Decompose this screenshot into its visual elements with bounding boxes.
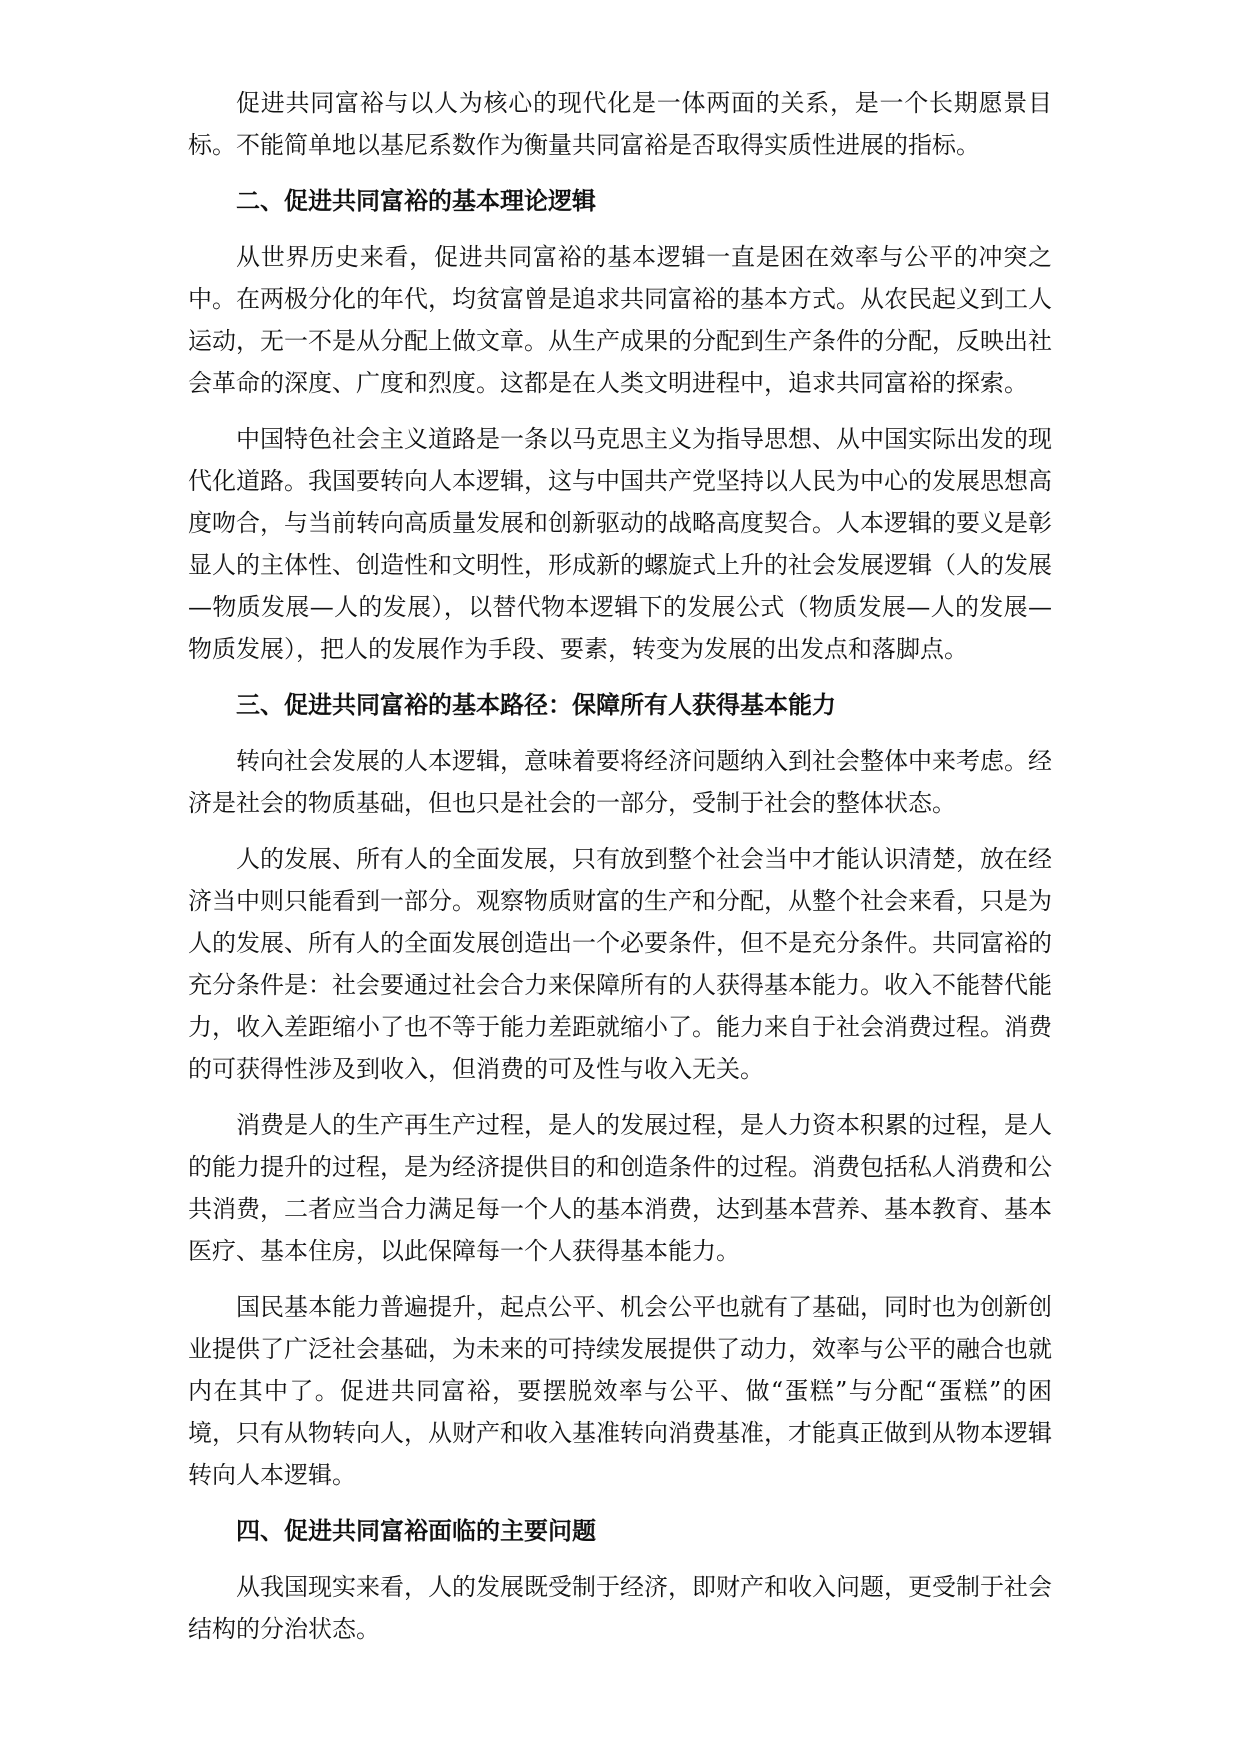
paragraph-main-problems: 从我国现实来看，人的发展既受制于经济，即财产和收入问题，更受制于社会结构的分治状态。: [188, 1573, 1052, 1643]
paragraph-intro: 促进共同富裕与以人为核心的现代化是一体两面的关系，是一个长期愿景目标。不能简单地以基尼系数作为衡量共同富裕是否取得实质性进展的指标。: [188, 89, 1052, 159]
paragraph-chinese-path: 中国特色社会主义道路是一条以马克思主义为指导思想、从中国实际出发的现代化道路。我国要转向人本逻辑，这与中国共产党坚持以人民为中心的发展思想高度吻合，与当前转向高质量发展和创新驱动的战略高度契合。人本逻辑的要义是彰显人的主体性、创造性和文明性，形成新的螺旋式上升的社会发展逻辑（人的发展—物质发展—人的发展），以替代物本逻辑下的发展公式（物质发展—人的发展—物质发展），把人的发展作为手段、要素，转变为发展的出发点和落脚点。: [188, 425, 1052, 663]
section-heading-3: 三、促进共同富裕的基本路径：保障所有人获得基本能力: [236, 691, 836, 719]
document-page: [188, 82, 1052, 1664]
paragraph-full-development: 人的发展、所有人的全面发展，只有放到整个社会当中才能认识清楚，放在经济当中则只能看到一部分。观察物质财富的生产和分配，从整个社会来看，只是为人的发展、所有人的全面发展创造出一个必要条件，但不是充分条件。共同富裕的充分条件是：社会要通过社会合力来保障所有的人获得基本能力。收入不能替代能力，收入差距缩小了也不等于能力差距就缩小了。能力来自于社会消费过程。消费的可获得性涉及到收入，但消费的可及性与收入无关。: [188, 845, 1052, 1083]
section-heading-2: 二、促进共同富裕的基本理论逻辑: [236, 187, 596, 215]
paragraph-history: 从世界历史来看，促进共同富裕的基本逻辑一直是困在效率与公平的冲突之中。在两极分化的年代，均贫富曾是追求共同富裕的基本方式。从农民起义到工人运动，无一不是从分配上做文章。从生产成果的分配到生产条件的分配，反映出社会革命的深度、广度和烈度。这都是在人类文明进程中，追求共同富裕的探索。: [188, 243, 1052, 397]
paragraph-basic-ability: 国民基本能力普遍提升，起点公平、机会公平也就有了基础，同时也为创新创业提供了广泛社会基础，为未来的可持续发展提供了动力，效率与公平的融合也就内在其中了。促进共同富裕，要摆脱效率与公平、做“蛋糕”与分配“蛋糕”的困境，只有从物转向人，从财产和收入基准转向消费基准，才能真正做到从物本逻辑转向人本逻辑。: [188, 1293, 1052, 1489]
section-heading-4: 四、促进共同富裕面临的主要问题: [236, 1517, 596, 1545]
paragraph-consumption: 消费是人的生产再生产过程，是人的发展过程，是人力资本积累的过程，是人的能力提升的过程，是为经济提供目的和创造条件的过程。消费包括私人消费和公共消费，二者应当合力满足每一个人的基本消费，达到基本营养、基本教育、基本医疗、基本住房，以此保障每一个人获得基本能力。: [188, 1111, 1052, 1265]
paragraph-human-logic: 转向社会发展的人本逻辑，意味着要将经济问题纳入到社会整体中来考虑。经济是社会的物质基础，但也只是社会的一部分，受制于社会的整体状态。: [188, 747, 1052, 817]
